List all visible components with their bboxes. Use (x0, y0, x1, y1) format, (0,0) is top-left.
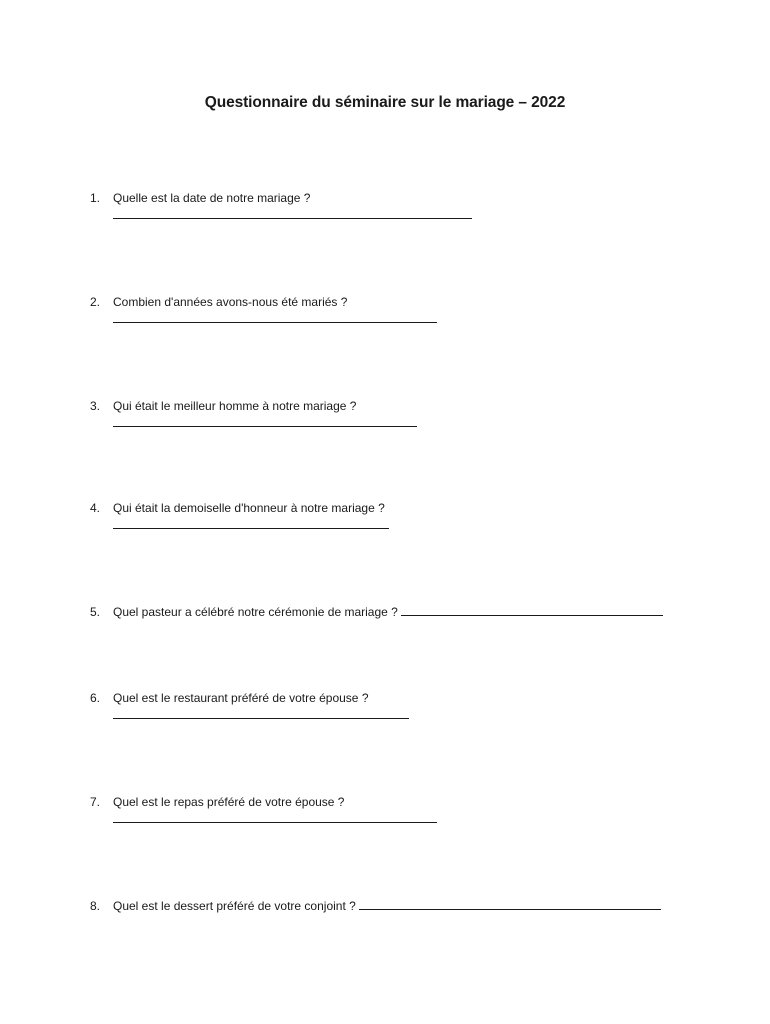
answer-line[interactable] (113, 416, 417, 427)
question-text: Combien d'années avons-nous été mariés ? (113, 295, 348, 309)
question-text: Quel pasteur a célébré notre cérémonie de mariage ? (113, 605, 398, 619)
question-text: Quelle est la date de notre mariage ? (113, 191, 311, 205)
question-text: Quel est le dessert préféré de votre conjoint ? (113, 899, 356, 913)
question-6 (90, 688, 409, 719)
answer-line[interactable] (113, 312, 437, 323)
question-2 (90, 292, 437, 323)
question-4 (90, 498, 389, 529)
question-number: 8. (90, 899, 101, 913)
answer-line[interactable] (113, 208, 472, 219)
question-text: Quel est le repas préféré de votre épouse ? (113, 795, 345, 809)
question-5 (90, 602, 663, 622)
question-3 (90, 396, 417, 427)
answer-line[interactable] (113, 812, 437, 823)
question-7 (90, 792, 437, 823)
question-number: 7. (90, 795, 101, 809)
question-text: Quel est le restaurant préféré de votre épouse ? (113, 691, 369, 705)
question-text: Qui était la demoiselle d'honneur à notre mariage ? (113, 501, 385, 515)
question-number: 5. (90, 605, 101, 619)
document-title: Questionnaire du séminaire sur le mariage – 2022 (204, 94, 566, 111)
answer-line[interactable] (113, 708, 409, 719)
answer-line[interactable] (401, 603, 663, 616)
answer-line[interactable] (359, 897, 661, 910)
question-1 (90, 188, 472, 219)
answer-line[interactable] (113, 518, 389, 529)
question-number: 3. (90, 399, 101, 413)
question-number: 6. (90, 691, 101, 705)
question-number: 2. (90, 295, 101, 309)
question-text: Qui était le meilleur homme à notre mariage ? (113, 399, 357, 413)
question-number: 4. (90, 501, 101, 515)
question-number: 1. (90, 191, 101, 205)
question-8 (90, 896, 661, 916)
